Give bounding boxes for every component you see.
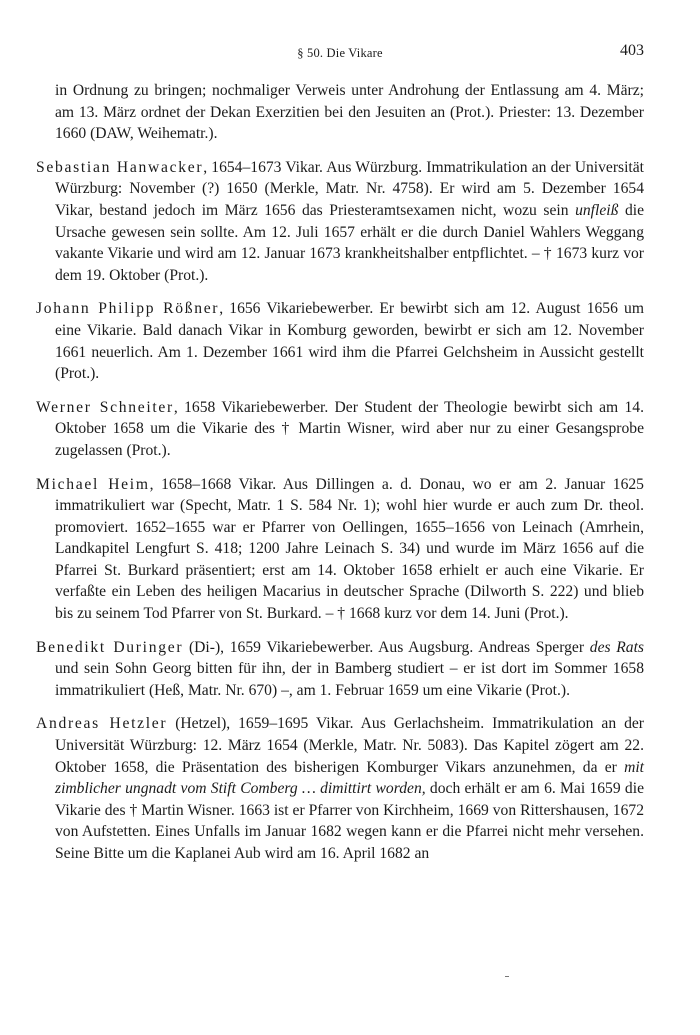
entry-text: (Hetzel), 1659–1695 Vikar. Aus Gerlachsheim. Immatrikulation an der Universität Würzburg: 12. März 1654 (Merkle, Matr. Nr. 5083). Das Kapitel zögert am 22. Oktober 1658, die Präsentation des bisherigen Komburger Vikars anzunehmen, da er	[55, 715, 644, 776]
running-title: § 50. Die Vikare	[297, 46, 383, 60]
scan-speck	[505, 976, 509, 977]
entry-name: Andreas Hetzler	[36, 715, 168, 733]
entry-name: Benedikt Duringer	[36, 638, 184, 656]
entry-text: , 1656 Vikariebewerber. Er bewirbt sich am 12. August 1656 um eine Vikarie. Bald danach Vikar in Komburg geworden, bewirbt er sich am 12. November 1661 neuerlich. Am 1. Dezember 1661 wird ihm die Pfarrei Gelchsheim in Aussicht gestellt (Prot.).	[55, 300, 644, 383]
entry-name: Johann Philipp Rößner	[36, 300, 220, 318]
entry-name: Sebastian Hanwacker	[36, 158, 204, 176]
entry-hetzler	[36, 713, 644, 864]
entry-duringer	[36, 637, 644, 702]
entry-text: in Ordnung zu bringen; nochmaliger Verweis unter Androhung der Entlassung am 4. März; am 13. März ordnet der Dekan Exerzitien bei den Jesuiten an (Prot.). Priester: 13. Dezember 1660 (DAW, Weihematr.).	[55, 82, 644, 143]
page-header	[36, 42, 644, 66]
entry-italic-text: des Rats	[589, 638, 645, 656]
entry-heim	[36, 474, 644, 625]
body-text	[36, 80, 644, 877]
entry-hanwacker	[36, 157, 644, 287]
entry-text: , 1658 Vikariebewerber. Der Student der Theologie bewirbt sich am 14. Oktober 1658 um die Vikarie des † Martin Wisner, wird aber nur zu einer Gesangsprobe zugelassen (Prot.).	[55, 398, 644, 459]
entry-name: Michael Heim	[36, 475, 150, 493]
entry-text: doch erhält er am 6. Mai 1659 die Vikarie des † Martin Wisner. 1663 ist er Pfarrer von Kirchheim, 1669 von Rittershausen, 1672 von Aufstetten. Eines Unfalls im Januar 1682 wegen kann er die Pfarrei nicht mehr versehen. Seine Bitte um die Kaplanei Aub wird am 16. April 1682 an	[55, 780, 644, 862]
entry-schneiter	[36, 397, 644, 462]
entry-text: , 1658–1668 Vikar. Aus Dillingen a. d. Donau, wo er am 2. Januar 1625 immatrikuliert war (Specht, Matr. 1 S. 584 Nr. 1); wohl hier wurde er auch zum Dr. theol. promoviert. 1652–1655 war er Pfarrer von Oellingen, 1655–1656 von Leinach (Amrhein, Landkapitel Lengfurt S. 418; 1200 Jahre Leinach S. 34) und wurde im März 1656 auf die Pfarrei St. Burkard präsentiert; erst am 14. Oktober 1658 erhielt er auch eine Vikarie. Er verfaßte ein Leben des heiligen Macarius in deutscher Sprache (Dilworth S. 222) und blieb bis zu seinem Tod Pfarrer von St. Burkard. – † 1668 kurz vor dem 14. Juni (Prot.).	[55, 475, 644, 623]
entry-continuation	[36, 80, 644, 145]
entry-name: Werner Schneiter	[36, 398, 174, 416]
entry-text: (Di-), 1659 Vikariebewerber. Aus Augsburg. Andreas Sperger	[183, 638, 590, 656]
entry-text: und sein Sohn Georg bitten für ihn, der in Bamberg studiert – er ist dort im Sommer 1658 immatrikuliert (Heß, Matr. Nr. 670) –, am 1. Februar 1659 um eine Vikarie (Prot.).	[55, 660, 644, 699]
page-number: 403	[620, 42, 644, 59]
entry-roessner	[36, 298, 644, 384]
entry-italic-text: mit zimblicher ungnadt vom Stift Comberg … dimittirt worden,	[55, 758, 644, 798]
entry-text: die Ursache gewesen sein sollte. Am 12. Juli 1657 erhält er die durch Daniel Wahlers Weggang vakante Vikarie und wird am 12. Januar 1673 krankheitshalber entpflichtet. – † 1673 kurz vor dem 19. Oktober (Prot.).	[55, 201, 644, 284]
entry-italic-text: unfleiß	[575, 201, 619, 219]
entry-text: , 1654–1673 Vikar. Aus Würzburg. Immatrikulation an der Universität Würzburg: November (?) 1650 (Merkle, Matr. Nr. 4758). Er wird am 5. Dezember 1654 Vikar, bestand jedoch im März 1656 das Priesteramtsexamen nicht, wozu sein	[55, 158, 644, 219]
